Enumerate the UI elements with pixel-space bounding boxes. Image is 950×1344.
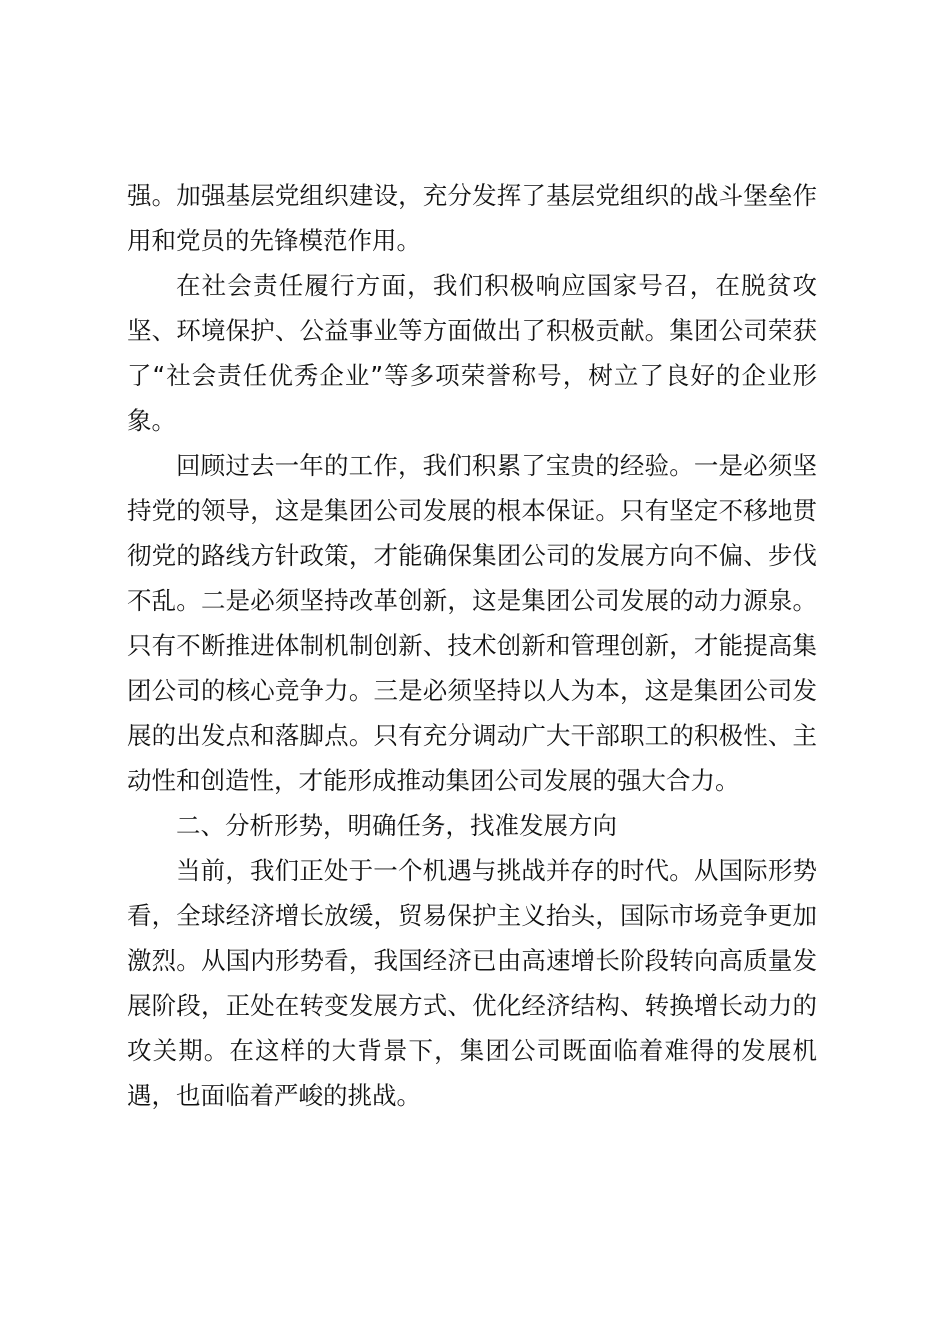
paragraph-situation-analysis: 当前，我们正处于一个机遇与挑战并存的时代。从国际形势看，全球经济增长放缓，贸易保护主义抬头，国际市场竞争更加激烈。从国内形势看，我国经济已由高速增长阶段转向高质量发展阶段，正处在转变发展方式、优化经济结构、转换增长动力的攻关期。在这样的大背景下，集团公司既面临着难得的发展机遇，也面临着严峻的挑战。 [127, 856, 817, 1110]
paragraph-experience-review: 回顾过去一年的工作，我们积累了宝贵的经验。一是必须坚持党的领导，这是集团公司发展的根本保证。只有坚定不移地贯彻党的路线方针政策，才能确保集团公司的发展方向不偏、步伐不乱。二是必须坚持改革创新，这是集团公司发展的动力源泉。只有不断推进体制机制创新、技术创新和管理创新，才能提高集团公司的核心竞争力。三是必须坚持以人为本，这是集团公司发展的出发点和落脚点。只有充分调动广大干部职工的积极性、主动性和创造性，才能形成推动集团公司发展的强大合力。 [127, 451, 817, 795]
paragraph-continuation: 强。加强基层党组织建设，充分发挥了基层党组织的战斗堡垒作用和党员的先锋模范作用。 [127, 181, 817, 255]
paragraph-social-responsibility: 在社会责任履行方面，我们积极响应国家号召，在脱贫攻坚、环境保护、公益事业等方面做出了积极贡献。集团公司荣获了“社会责任优秀企业”等多项荣誉称号，树立了良好的企业形象。 [127, 271, 817, 435]
document-body [127, 173, 817, 1118]
section-heading: 二、分析形势，明确任务，找准发展方向 [176, 811, 617, 840]
